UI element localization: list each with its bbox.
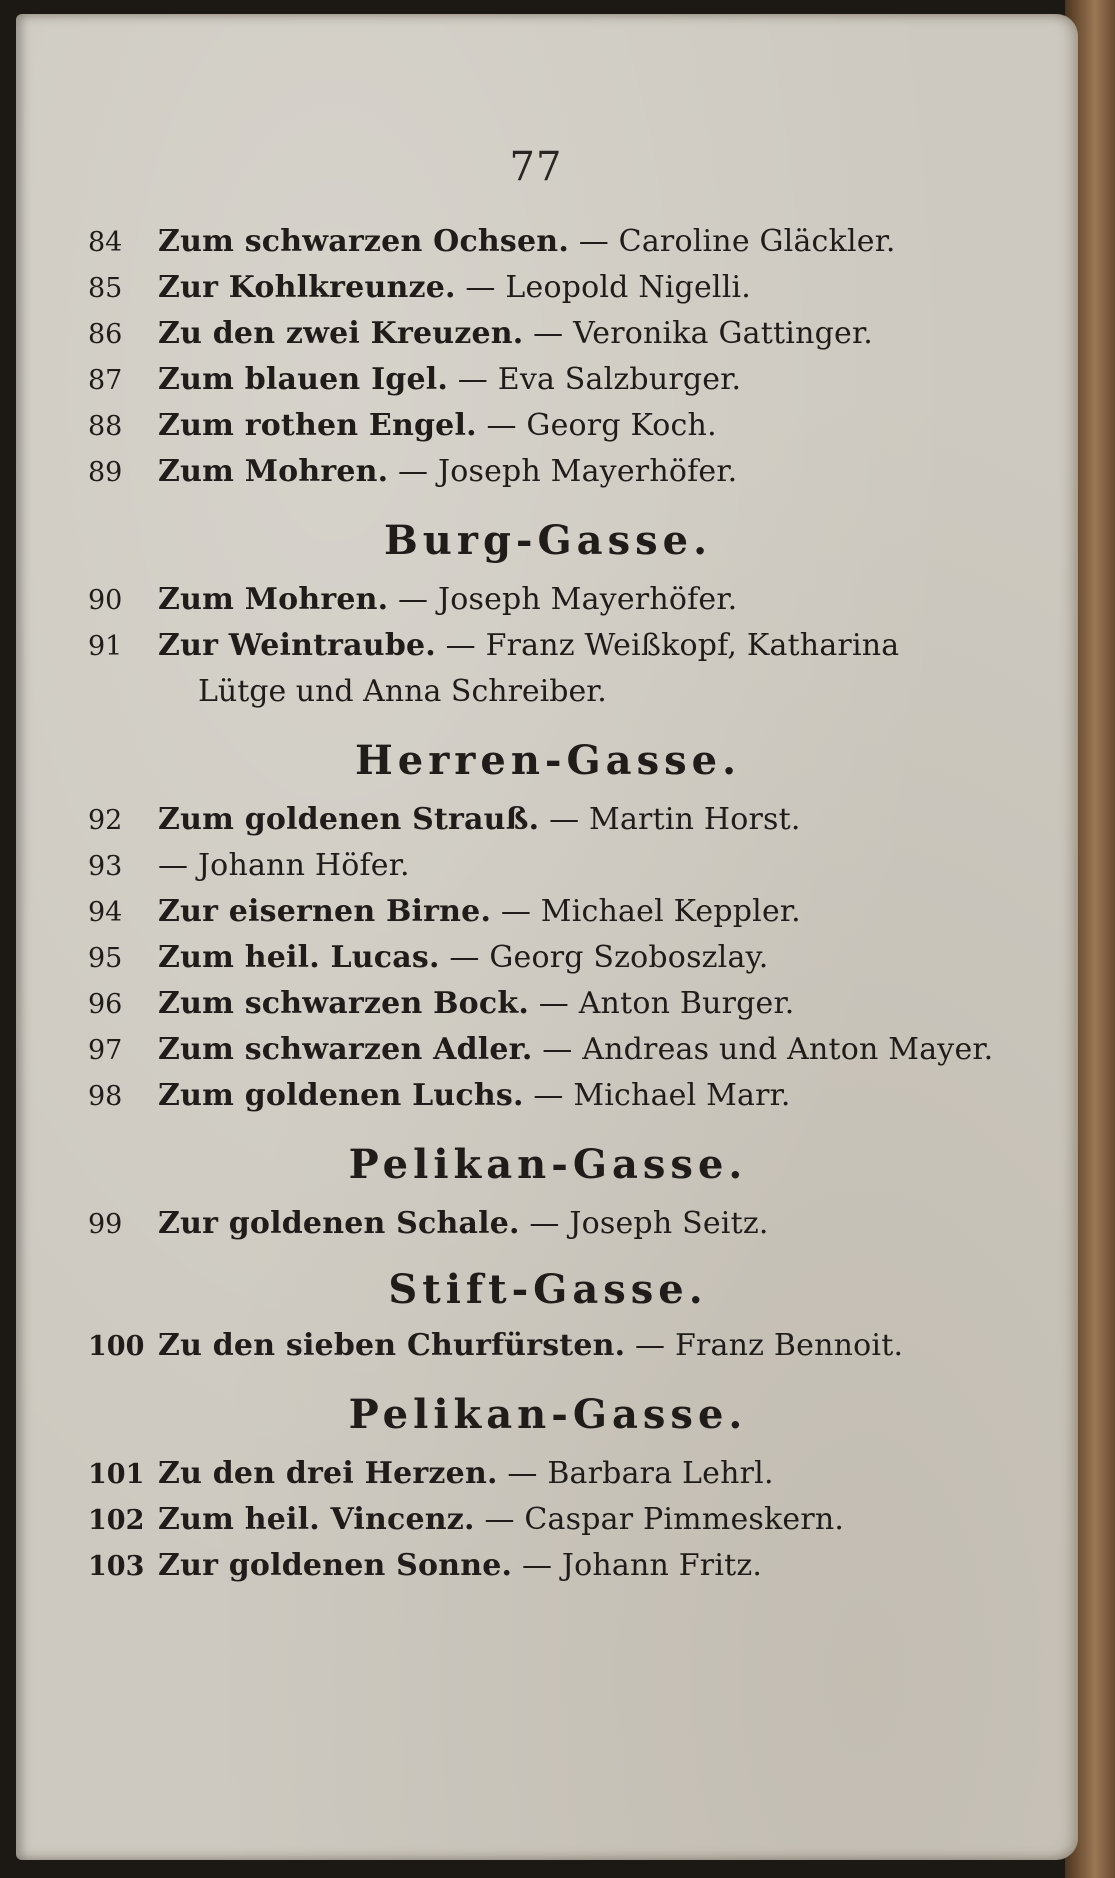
house-name: Zur eisernen Birne. xyxy=(158,894,492,929)
street-heading: Stift-Gasse. xyxy=(388,1266,708,1313)
house-number: 92 xyxy=(88,805,123,836)
list-item xyxy=(88,362,988,408)
list-item xyxy=(88,1548,988,1594)
house-number: 87 xyxy=(88,365,123,396)
owner-name: Franz Bennoit. xyxy=(675,1328,904,1363)
house-name: Zur goldenen Sonne. xyxy=(158,1548,513,1583)
house-name: Zu den drei Herzen. xyxy=(158,1456,498,1491)
separator: — xyxy=(500,894,532,929)
owner-name: Joseph Mayerhöfer. xyxy=(437,454,738,489)
separator: — xyxy=(484,1502,515,1537)
separator: — xyxy=(457,362,488,397)
house-name: Zum heil. Vincenz. xyxy=(158,1502,475,1537)
house-number: 101 xyxy=(88,1459,145,1490)
house-name: Zum blauen Igel. xyxy=(158,362,449,397)
entry-text xyxy=(158,1078,988,1113)
owner-name: Anton Burger. xyxy=(578,986,795,1021)
separator: — xyxy=(549,802,580,837)
house-number: 90 xyxy=(88,585,123,616)
house-name: Zum schwarzen Ochsen. xyxy=(158,224,569,259)
list-item xyxy=(88,894,988,940)
separator: — xyxy=(533,1078,564,1113)
separator: — xyxy=(398,582,429,617)
house-name: Zur goldenen Schale. xyxy=(158,1206,520,1241)
entry-text xyxy=(158,940,988,975)
separator: — xyxy=(449,940,480,975)
list-item xyxy=(88,802,988,848)
owner-name: Michael Keppler. xyxy=(540,894,801,929)
house-name: Zum goldenen Strauß. xyxy=(158,802,540,837)
entry-text xyxy=(158,316,988,351)
entry-text xyxy=(158,582,988,617)
house-number: 102 xyxy=(88,1505,145,1536)
entry-text xyxy=(158,1502,988,1537)
list-item xyxy=(88,224,988,270)
house-number: 85 xyxy=(88,273,123,304)
owner-name: Johann Höfer. xyxy=(197,848,410,883)
directory-list xyxy=(88,224,994,1594)
separator: — xyxy=(465,270,496,305)
entry-text xyxy=(158,1456,988,1491)
owner-name: Leopold Nigelli. xyxy=(505,270,752,305)
entry-continuation: Lütge und Anna Schreiber. xyxy=(198,674,607,709)
owner-name: Andreas und Anton Mayer. xyxy=(582,1032,994,1067)
entry-text xyxy=(158,848,988,883)
house-name: Zu den zwei Kreuzen. xyxy=(158,316,524,351)
owner-name: Johann Fritz. xyxy=(561,1548,763,1583)
house-number: 100 xyxy=(88,1331,145,1362)
list-item xyxy=(88,1032,994,1078)
house-name: Zum heil. Lucas. xyxy=(158,940,440,975)
separator: — xyxy=(158,848,189,883)
house-name: Zum schwarzen Adler. xyxy=(158,1032,533,1067)
house-number: 95 xyxy=(88,943,123,974)
list-item xyxy=(88,408,988,454)
street-heading: Burg-Gasse. xyxy=(383,517,713,564)
separator: — xyxy=(635,1328,666,1363)
house-number: 103 xyxy=(88,1551,145,1582)
separator: — xyxy=(529,1206,560,1241)
owner-name: Franz Weißkopf, Katharina xyxy=(485,628,900,663)
page xyxy=(16,14,1078,1860)
owner-name: Joseph Seitz. xyxy=(569,1206,769,1241)
list-item xyxy=(88,316,988,362)
entry-text xyxy=(158,894,988,929)
owner-name: Joseph Mayerhöfer. xyxy=(437,582,738,617)
entry-text xyxy=(158,802,988,837)
separator: — xyxy=(538,986,569,1021)
owner-name: Michael Marr. xyxy=(573,1078,791,1113)
list-item xyxy=(88,628,988,674)
house-number: 86 xyxy=(88,319,123,350)
list-item xyxy=(88,1456,988,1502)
owner-name: Georg Szoboszlay. xyxy=(489,940,769,975)
entry-text xyxy=(158,270,988,305)
page-number: 77 xyxy=(509,144,563,190)
street-heading: Pelikan-Gasse. xyxy=(348,1141,748,1188)
house-name: Zu den sieben Churfürsten. xyxy=(158,1328,626,1363)
separator: — xyxy=(542,1032,573,1067)
house-number: 94 xyxy=(88,897,123,928)
house-number: 96 xyxy=(88,989,123,1020)
owner-name: Caspar Pimmeskern. xyxy=(524,1502,845,1537)
separator: — xyxy=(398,454,429,489)
house-number: 89 xyxy=(88,457,123,488)
house-number: 99 xyxy=(88,1209,123,1240)
house-number: 88 xyxy=(88,411,123,442)
owner-name: Veronika Gattinger. xyxy=(573,316,873,351)
list-item xyxy=(88,940,988,986)
house-number: 91 xyxy=(88,631,123,662)
house-name: Zum goldenen Luchs. xyxy=(158,1078,524,1113)
list-item xyxy=(88,1328,988,1374)
entry-text xyxy=(158,1328,988,1363)
entry-text xyxy=(158,1206,988,1241)
separator: — xyxy=(445,628,476,663)
entry-text xyxy=(158,362,988,397)
house-name: Zum rothen Engel. xyxy=(158,408,477,443)
entry-text xyxy=(158,986,988,1021)
entry-text xyxy=(158,224,988,259)
owner-name: Eva Salzburger. xyxy=(497,362,742,397)
house-name: Zur Weintraube. xyxy=(158,628,436,663)
separator: — xyxy=(533,316,564,351)
separator: — xyxy=(578,224,609,259)
house-number: 97 xyxy=(88,1035,123,1066)
entry-text xyxy=(158,1548,988,1583)
list-item xyxy=(88,848,988,894)
house-number: 84 xyxy=(88,227,123,258)
house-number: 93 xyxy=(88,851,123,882)
entry-text xyxy=(158,1032,993,1067)
list-item xyxy=(88,1502,988,1548)
house-name: Zur Kohlkreunze. xyxy=(158,270,456,305)
list-item xyxy=(88,1078,988,1124)
house-number: 98 xyxy=(88,1081,123,1112)
list-item xyxy=(88,1206,988,1252)
list-item xyxy=(88,454,988,500)
owner-name: Georg Koch. xyxy=(526,408,717,443)
entry-text xyxy=(158,628,988,663)
street-heading: Herren-Gasse. xyxy=(354,737,741,784)
house-name: Zum Mohren. xyxy=(158,582,389,617)
separator: — xyxy=(521,1548,553,1583)
separator: — xyxy=(486,408,517,443)
house-name: Zum Mohren. xyxy=(158,454,389,489)
owner-name: Barbara Lehrl. xyxy=(547,1456,774,1491)
owner-name: Caroline Gläckler. xyxy=(618,224,896,259)
house-name: Zum schwarzen Bock. xyxy=(158,986,529,1021)
list-item xyxy=(88,270,988,316)
entry-text xyxy=(158,454,988,489)
street-heading: Pelikan-Gasse. xyxy=(348,1391,748,1438)
list-item xyxy=(88,582,988,628)
entry-text xyxy=(158,408,988,443)
separator: — xyxy=(507,1456,538,1491)
owner-name: Martin Horst. xyxy=(589,802,801,837)
list-item xyxy=(88,986,988,1032)
